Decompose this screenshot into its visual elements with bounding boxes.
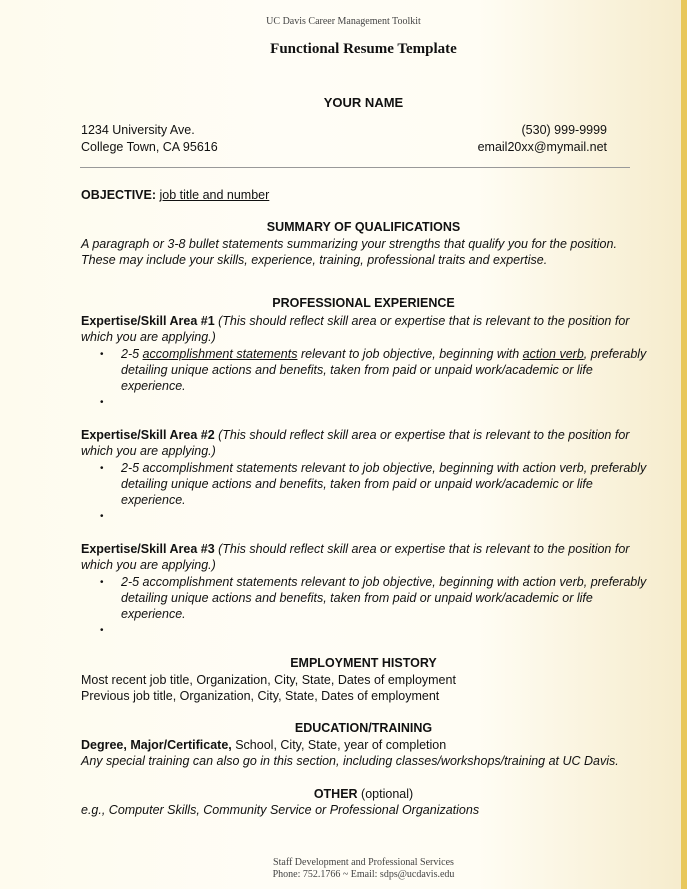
- bullet-text-mid: relevant to job objective, beginning with: [297, 347, 523, 361]
- skill-area-3-bullet-line3: experience.: [121, 607, 186, 621]
- skill-area-2-bullet-line3: experience.: [121, 493, 186, 507]
- other-heading: [0, 787, 687, 801]
- skill-area-2-bullet-line1: 2-5 accomplishment statements relevant to job objective, beginning with action verb, preferably: [121, 461, 647, 475]
- bullet-marker-empty: •: [100, 511, 104, 522]
- bullet-marker: •: [100, 463, 104, 474]
- template-title: Functional Resume Template: [270, 41, 457, 57]
- skill-area-2-desc: (This should reflect skill area or expertise that is relevant to the position for: [214, 428, 630, 442]
- other-line: e.g., Computer Skills, Community Service or Professional Organizations: [81, 803, 480, 817]
- objective-label: OBJECTIVE:: [81, 188, 157, 202]
- skill-area-1-bullet-line3: experience.: [121, 379, 186, 393]
- toolkit-header: UC Davis Career Management Toolkit: [266, 16, 421, 27]
- header-divider: [80, 167, 630, 168]
- education-degree-line: [81, 738, 446, 752]
- footer-line-1: Staff Development and Professional Services: [273, 857, 454, 868]
- skill-area-1-bullet-line1: [121, 347, 646, 361]
- bullet-text-post: , preferably: [583, 347, 647, 361]
- bullet-marker: •: [100, 349, 104, 360]
- employment-line-1: Most recent job title, Organization, City, State, Dates of employment: [81, 673, 456, 687]
- bullet-marker-empty: •: [100, 397, 104, 408]
- summary-line-2: These may include your skills, experience, training, professional traits and expertise.: [81, 253, 548, 267]
- skill-area-3-bullet-line1: 2-5 accomplishment statements relevant to job objective, beginning with action verb, preferably: [121, 575, 647, 589]
- skill-area-1-line1: [81, 314, 629, 328]
- other-heading-label: OTHER: [313, 787, 358, 801]
- summary-line-1: A paragraph or 3-8 bullet statements summarizing your strengths that qualify you for the position.: [81, 237, 617, 251]
- skill-area-2-desc2: which you are applying.): [81, 444, 216, 458]
- employment-line-2: Previous job title, Organization, City, State, Dates of employment: [81, 689, 440, 703]
- action-verb-link: action verb: [522, 347, 584, 361]
- objective-line: [81, 188, 269, 202]
- employment-heading: EMPLOYMENT HISTORY: [290, 656, 437, 670]
- skill-area-1-bullet-line2: detailing unique actions and benefits, taken from paid or unpaid work/academic or life: [121, 363, 593, 377]
- your-name: YOUR NAME: [323, 95, 404, 110]
- experience-heading: PROFESSIONAL EXPERIENCE: [272, 296, 455, 310]
- skill-area-3-title: Expertise/Skill Area #3: [81, 542, 215, 556]
- skill-area-2-line1: [81, 428, 629, 442]
- skill-area-3-bullet-line2: detailing unique actions and benefits, taken from paid or unpaid work/academic or life: [121, 591, 593, 605]
- bullet-marker-empty: •: [100, 625, 104, 636]
- degree-details: School, City, State, year of completion: [231, 738, 447, 752]
- education-note: Any special training can also go in this section, including classes/workshops/training at UC Davis.: [81, 754, 619, 768]
- education-heading: EDUCATION/TRAINING: [294, 721, 433, 735]
- skill-area-3-desc: (This should reflect skill area or expertise that is relevant to the position for: [214, 542, 630, 556]
- other-heading-note: (optional): [357, 787, 414, 801]
- email-address: email20xx@mymail.net: [477, 140, 607, 154]
- footer-line-2: Phone: 752.1766 ~ Email: sdps@ucdavis.edu: [272, 869, 455, 880]
- street-address: 1234 University Ave.: [81, 123, 195, 137]
- objective-value: job title and number: [159, 188, 270, 202]
- skill-area-3-line1: [81, 542, 629, 556]
- skill-area-2-bullet-line2: detailing unique actions and benefits, taken from paid or unpaid work/academic or life: [121, 477, 593, 491]
- summary-heading: SUMMARY OF QUALIFICATIONS: [266, 220, 461, 234]
- bullet-marker: •: [100, 577, 104, 588]
- phone-number: (530) 999-9999: [521, 123, 607, 137]
- skill-area-1-title: Expertise/Skill Area #1: [81, 314, 215, 328]
- skill-area-1-desc2: which you are applying.): [81, 330, 216, 344]
- skill-area-1-desc: (This should reflect skill area or expertise that is relevant to the position for: [214, 314, 630, 328]
- accomplishment-statements-link: accomplishment statements: [142, 347, 298, 361]
- bullet-text-pre: 2-5: [121, 347, 143, 361]
- degree-label: Degree, Major/Certificate,: [81, 738, 232, 752]
- skill-area-2-title: Expertise/Skill Area #2: [81, 428, 215, 442]
- skill-area-3-desc2: which you are applying.): [81, 558, 216, 572]
- city-address: College Town, CA 95616: [81, 140, 218, 154]
